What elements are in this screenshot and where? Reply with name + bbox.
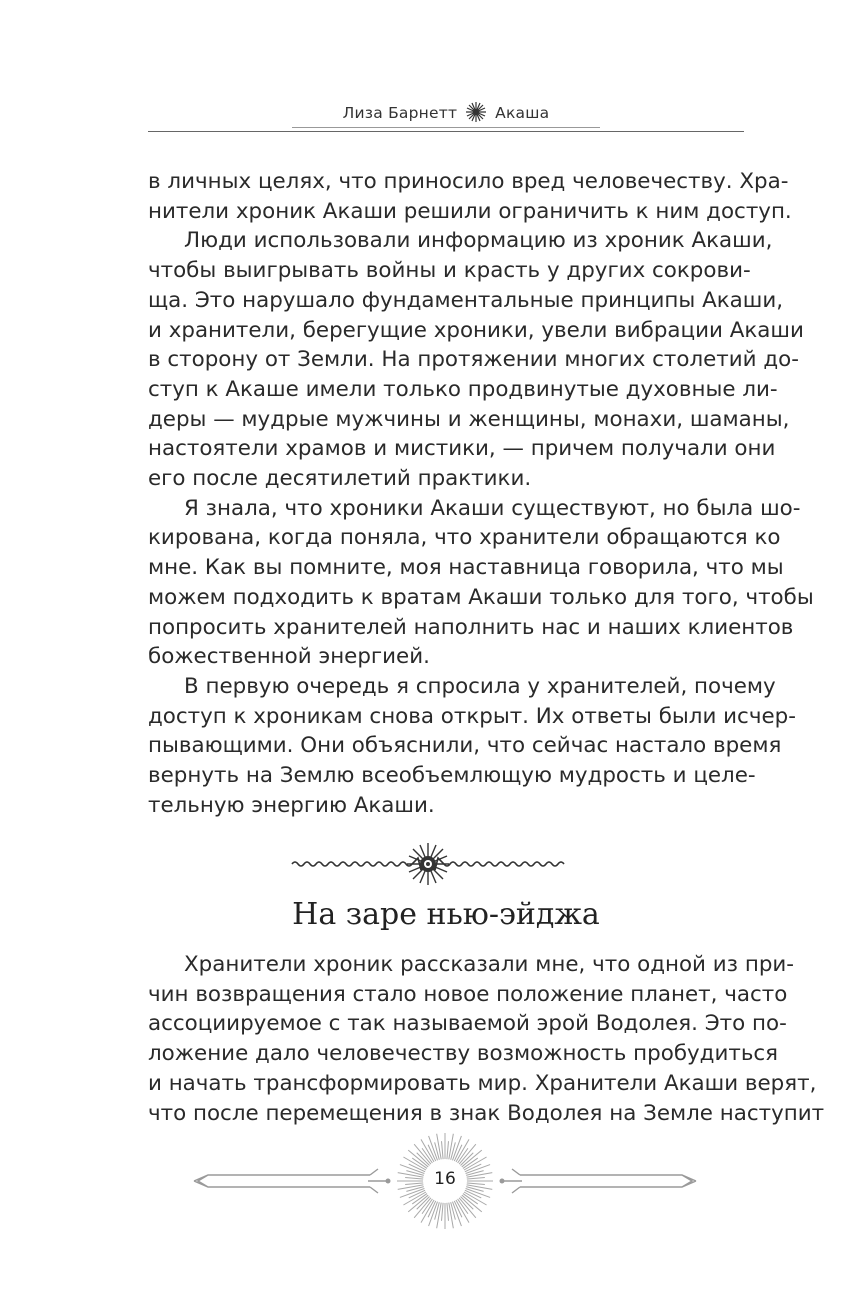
paragraph xyxy=(148,672,796,821)
header-rule xyxy=(148,131,744,132)
text-line: пывающими. Они объяснили, что сейчас настало время xyxy=(148,733,782,759)
text-line: Я знала, что хроники Акаши существуют, но была шо- xyxy=(184,495,801,521)
header-book-title: Акаша xyxy=(495,104,550,122)
text-line: ступ к Акаше имели только продвинутые духовные ли- xyxy=(148,376,778,402)
text-line: деры — мудрые мужчины и женщины, монахи, шаманы, xyxy=(148,406,790,432)
text-line: и начать трансформировать мир. Хранители Акаши верят, xyxy=(148,1070,817,1096)
sun-star-icon xyxy=(465,101,487,123)
text-line: в личных целях, что приносило вред человечеству. Хра- xyxy=(148,169,789,194)
text-line: что после перемещения в знак Водолея на Земле наступит xyxy=(148,1100,825,1126)
text-line: доступ к хроникам снова открыт. Их ответы были исчер- xyxy=(148,703,796,729)
text-line: попросить хранителей наполнить нас и наших клиентов xyxy=(148,614,794,640)
text-line: Люди использовали информацию из хроник Акаши, xyxy=(184,228,773,254)
text-line: мне. Как вы помните, моя наставница говорила, что мы xyxy=(148,555,784,581)
text-line: Хранители хроник рассказали мне, что одной из при- xyxy=(184,952,795,977)
text-line: ложение дало человечеству возможность пробудиться xyxy=(148,1041,779,1067)
text-line: кирована, когда поняла, что хранители обращаются ко xyxy=(148,525,781,551)
paragraph xyxy=(148,494,814,672)
text-line: в сторону от Земли. На протяжении многих столетий до- xyxy=(148,347,799,373)
paragraph xyxy=(148,226,804,493)
text-line: его после десятилетий практики. xyxy=(148,466,532,492)
text-line: чин возвращения стало новое положение планет, часто xyxy=(148,981,788,1007)
running-head xyxy=(148,101,744,124)
text-line: нители хроник Акаши решили ограничить к ним доступ. xyxy=(148,198,792,224)
paragraph xyxy=(148,950,825,1128)
text-line: В первую очередь я спросила у хранителей, почему xyxy=(184,673,776,699)
text-line: ассоциируемое с так называемой эрой Водолея. Это по- xyxy=(148,1011,787,1037)
text-line: можем подходить к вратам Акаши только для того, чтобы xyxy=(148,584,814,610)
text-line: тельную энергию Акаши. xyxy=(148,792,435,818)
text-line: вернуть на Землю всеобъемлющую мудрость и целе- xyxy=(148,763,756,789)
text-line: божественной энергией. xyxy=(148,644,430,670)
section-title: На заре нью-эйджа xyxy=(292,897,600,932)
text-line: ща. Это нарушало фундаментальные принципы Акаши, xyxy=(148,287,784,313)
header-author: Лиза Барнетт xyxy=(342,104,458,122)
body-text-lower xyxy=(148,950,825,1128)
section-ornament-icon xyxy=(290,842,566,886)
text-line: чтобы выигрывать войны и красть у других сокрови- xyxy=(148,258,751,284)
text-line: настоятели храмов и мистики, — причем получали они xyxy=(148,436,776,462)
page-number: 16 xyxy=(434,1169,456,1189)
body-text-upper xyxy=(148,167,814,820)
paragraph xyxy=(148,167,792,226)
text-line: и хранители, берегущие хроники, увели вибрации Акаши xyxy=(148,317,804,343)
header-rule-short xyxy=(292,127,600,128)
